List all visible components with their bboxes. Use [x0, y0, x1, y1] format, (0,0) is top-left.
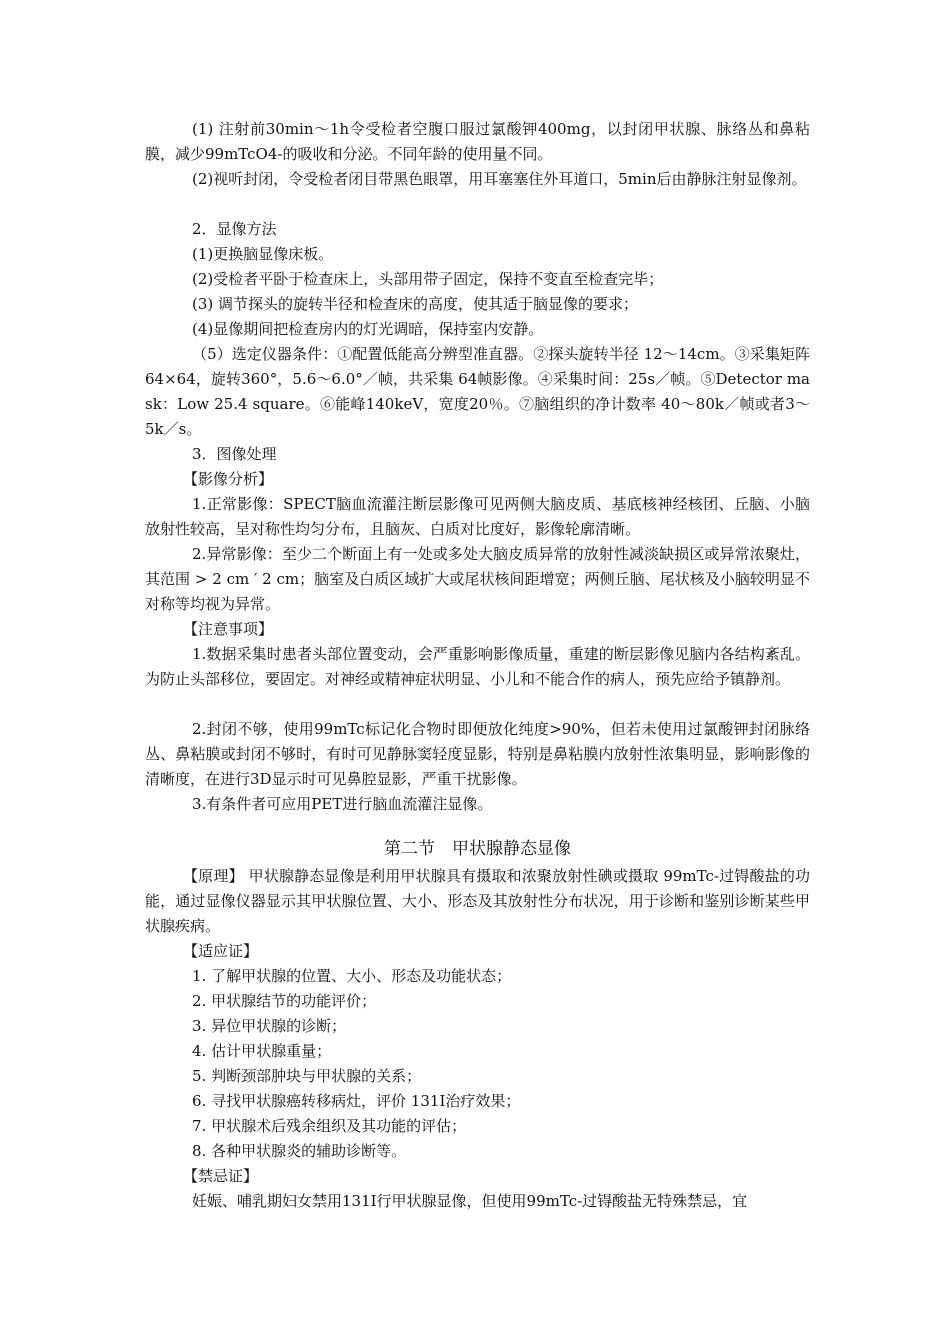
- indication-item-3: 3. 异位甲状腺的诊断；: [192, 1017, 347, 1035]
- heading-imaging-method: 2．显像方法: [192, 220, 277, 238]
- indication-item-2: 2. 甲状腺结节的功能评价；: [192, 992, 377, 1010]
- heading-indications: 【适应证】: [183, 942, 259, 960]
- indication-item-5: 5. 判断颈部肿块与甲状腺的关系；: [192, 1067, 422, 1085]
- heading-image-analysis: 【影像分析】: [183, 470, 274, 488]
- method-step-3: (3) 调节探头的旋转半径和检查床的高度，使其适于脑显像的要求；: [192, 295, 639, 313]
- paragraph-audiovisual-blocking: (2)视听封闭，令受检者闭目带黑色眼罩，用耳塞塞住外耳道口，5min后由静脉注射显像剂。: [192, 170, 807, 188]
- method-step-4: (4)显像期间把检查房内的灯光调暗，保持室内安静。: [192, 320, 544, 338]
- heading-contraindications: 【禁忌证】: [183, 1167, 259, 1185]
- paragraph-note-3: 3.有条件者可应用PET进行脑血流灌注显像。: [192, 795, 493, 813]
- indication-item-8: 8. 各种甲状腺炎的辅助诊断等。: [192, 1142, 407, 1160]
- section-title: 第二节 甲状腺静态显像: [384, 839, 571, 859]
- paragraph-note-2: 2.封闭不够，使用99mTc标记化合物时即便放化纯度>90%，但若未使用过氯酸钾封闭脉络丛、鼻粘膜或封闭不够时，有时可见静脉窦轻度显影，特别是鼻粘膜内放射性浓集明显，影响影像的清晰度，在进行3D显示时可见鼻腔显影，严重干扰影像。: [145, 720, 810, 788]
- method-step-2: (2)受检者平卧于检查床上，头部用带子固定，保持不变直至检查完毕；: [192, 270, 664, 288]
- paragraph-principle: 【原理】 甲状腺静态显像是利用甲状腺具有摄取和浓聚放射性碘或摄取 99mTc-过锝酸盐的功能，通过显像仪器显示其甲状腺位置、大小、形态及其放射性分布状况，用于诊断和鉴别诊断某些甲状腺疾病。: [145, 867, 810, 935]
- method-step-5: （5）选定仪器条件：①配置低能高分辨型准直器。②探头旋转半径 12～14cm。③采集矩阵64×64，旋转360°，5.6～6.0°／帧，共采集 64帧影像。④采集时间：25s／帧。⑤Detector mask：Low 25.4 square。⑥能峰140keV，宽度20％。⑦脑组织的净计数率 40～80k／帧或者3～5k／s。: [145, 345, 810, 438]
- indication-item-7: 7. 甲状腺术后残余组织及其功能的评估；: [192, 1117, 467, 1135]
- indication-item-1: 1. 了解甲状腺的位置、大小、形态及功能状态；: [192, 967, 512, 985]
- paragraph-abnormal-image: 2.异常影像：至少二个断面上有一处或多处大脑皮质异常的放射性减淡缺损区或异常浓聚灶，其范围 > 2 cm ′ 2 cm；脑室及白质区域扩大或尾状核间距增宽；两侧丘脑、尾状核及小脑较明显不对称等均视为异常。: [145, 545, 810, 613]
- paragraph-note-1: 1.数据采集时患者头部位置变动，会严重影响影像质量，重建的断层影像见脑内各结构紊乱。为防止头部移位，要固定。对神经或精神症状明显、小儿和不能合作的病人，预先应给予镇静剂。: [145, 645, 810, 688]
- indication-item-4: 4. 估计甲状腺重量；: [192, 1042, 332, 1060]
- method-step-1: (1)更换脑显像床板。: [192, 245, 334, 263]
- paragraph-pre-injection-blocking: (1) 注射前30min～1h令受检者空腹口服过氯酸钾400mg，以封闭甲状腺、脉络丛和鼻粘膜，减少99mTcO4-的吸收和分泌。不同年龄的使用量不同。: [145, 120, 810, 163]
- heading-notes: 【注意事项】: [183, 620, 274, 638]
- heading-image-processing: 3．图像处理: [192, 445, 277, 463]
- indication-item-6: 6. 寻找甲状腺癌转移病灶，评价 131I治疗效果；: [192, 1092, 521, 1110]
- paragraph-contraindications: 妊娠、哺乳期妇女禁用131I行甲状腺显像，但使用99mTc-过锝酸盐无特殊禁忌，宜: [192, 1192, 748, 1210]
- paragraph-normal-image: 1.正常影像：SPECT脑血流灌注断层影像可见两侧大脑皮质、基底核神经核团、丘脑、小脑放射性较高，呈对称性均匀分布，且脑灰、白质对比度好，影像轮廓清晰。: [145, 495, 810, 538]
